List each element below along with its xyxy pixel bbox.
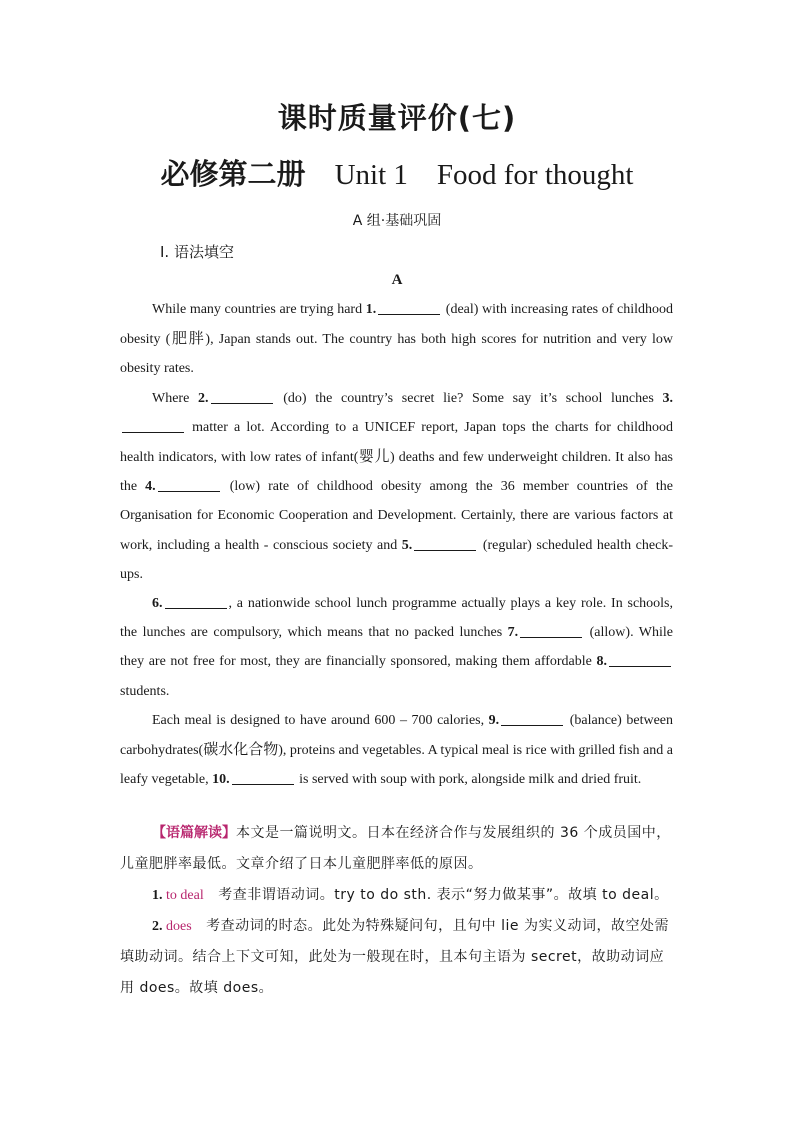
answer-blank[interactable] [609,652,671,667]
question-number: 4. [145,479,156,495]
answer-blank[interactable] [211,389,273,404]
group-heading: A 组·基础巩固 [352,213,442,229]
answer-explanation-1: 1. to deal 考查非谓语动词。try to do sth. 表示“努力做某事”。故填 to deal。 [152,887,669,903]
page-subtitle [0,152,794,193]
section-heading: Ⅰ. 语法填空 [160,243,234,261]
question-number: 2. [198,390,209,406]
question-number: 6. [152,596,163,612]
analysis-intro: 【语篇解读】本文是一篇说明文。日本在经济合作与发展组织的 36 个成员国中，儿童肥胖率最低。文章介绍了日本儿童肥胖率低的原因。 [120,825,671,872]
question-number: 5. [401,537,413,553]
answer-blank[interactable] [378,300,440,315]
passage-label: A [391,272,403,288]
answer-blank[interactable] [122,418,184,433]
subtitle-unit: Unit 1 [334,159,408,191]
subtitle-topic: Food for thought [436,159,634,191]
paragraph-1: While many countries are trying hard 1. (deal) with increasing rates of childhood obesity (肥胖), Japan stands out. The country has both high scores for nutrition and very low obesity rates. [120,302,673,377]
answer-blank[interactable] [520,623,582,638]
answer-blank[interactable] [414,536,476,551]
subtitle-book: 必修第二册 [160,157,306,191]
paragraph-4: Each meal is designed to have around 600 – 700 calories, 9. (balance) between carbohydrates(碳水化合物), proteins and vegetables. A typical meal is rice with grilled fish and a leafy vegetable, 10. is served with soup with pork, alongside milk and dried fruit. [120,712,674,788]
question-number: 1. [365,302,377,317]
analysis-tag: 【语篇解读】 [152,825,236,841]
question-number: 8. [596,654,607,670]
page-title: 课时质量评价(七) [277,101,517,135]
answer-explanation-2: 2. does 考查动词的时态。此处为特殊疑问句，且句中 lie 为实义动词，故空处需填助动词。结合上下文可知，此处为一般现在时，且本句主语为 secret，故助动词应用 does。故填 does。 [120,918,669,996]
answer-blank[interactable] [158,477,220,492]
answer-text: to deal [166,888,204,903]
paragraph-3: 6. , a nationwide school lunch programme actually plays a key role. In schools, the lunches are compulsory, which means that no packed lunches 7. (allow). While they are not free for most, they are financially sponsored, making them affordable 8. students. [120,596,673,699]
answer-blank[interactable] [232,770,294,785]
paragraph-2: Where 2. (do) the country’s secret lie? Some say it’s school lunches 3. matter a lot. According to a UNICEF report, Japan tops the charts for childhood health indicators, with low rates of infant(婴儿) deaths and few underweight children. It also has the 4. (low) rate of childhood obesity among the 36 member countries of the Organisation for Economic Cooperation and Development. Certainly, there are various factors at work, including a health - conscious society and 5. (regular) scheduled health check-ups. [120,390,673,582]
answer-blank[interactable] [165,594,227,609]
answer-blank[interactable] [501,711,563,726]
question-number: 3. [662,390,673,406]
analysis-section [120,818,676,1004]
question-number: 7. [507,625,519,641]
question-number: 10. [212,772,230,788]
answer-text: does [166,919,192,934]
question-number: 9. [488,712,500,728]
passage-body [120,295,673,794]
